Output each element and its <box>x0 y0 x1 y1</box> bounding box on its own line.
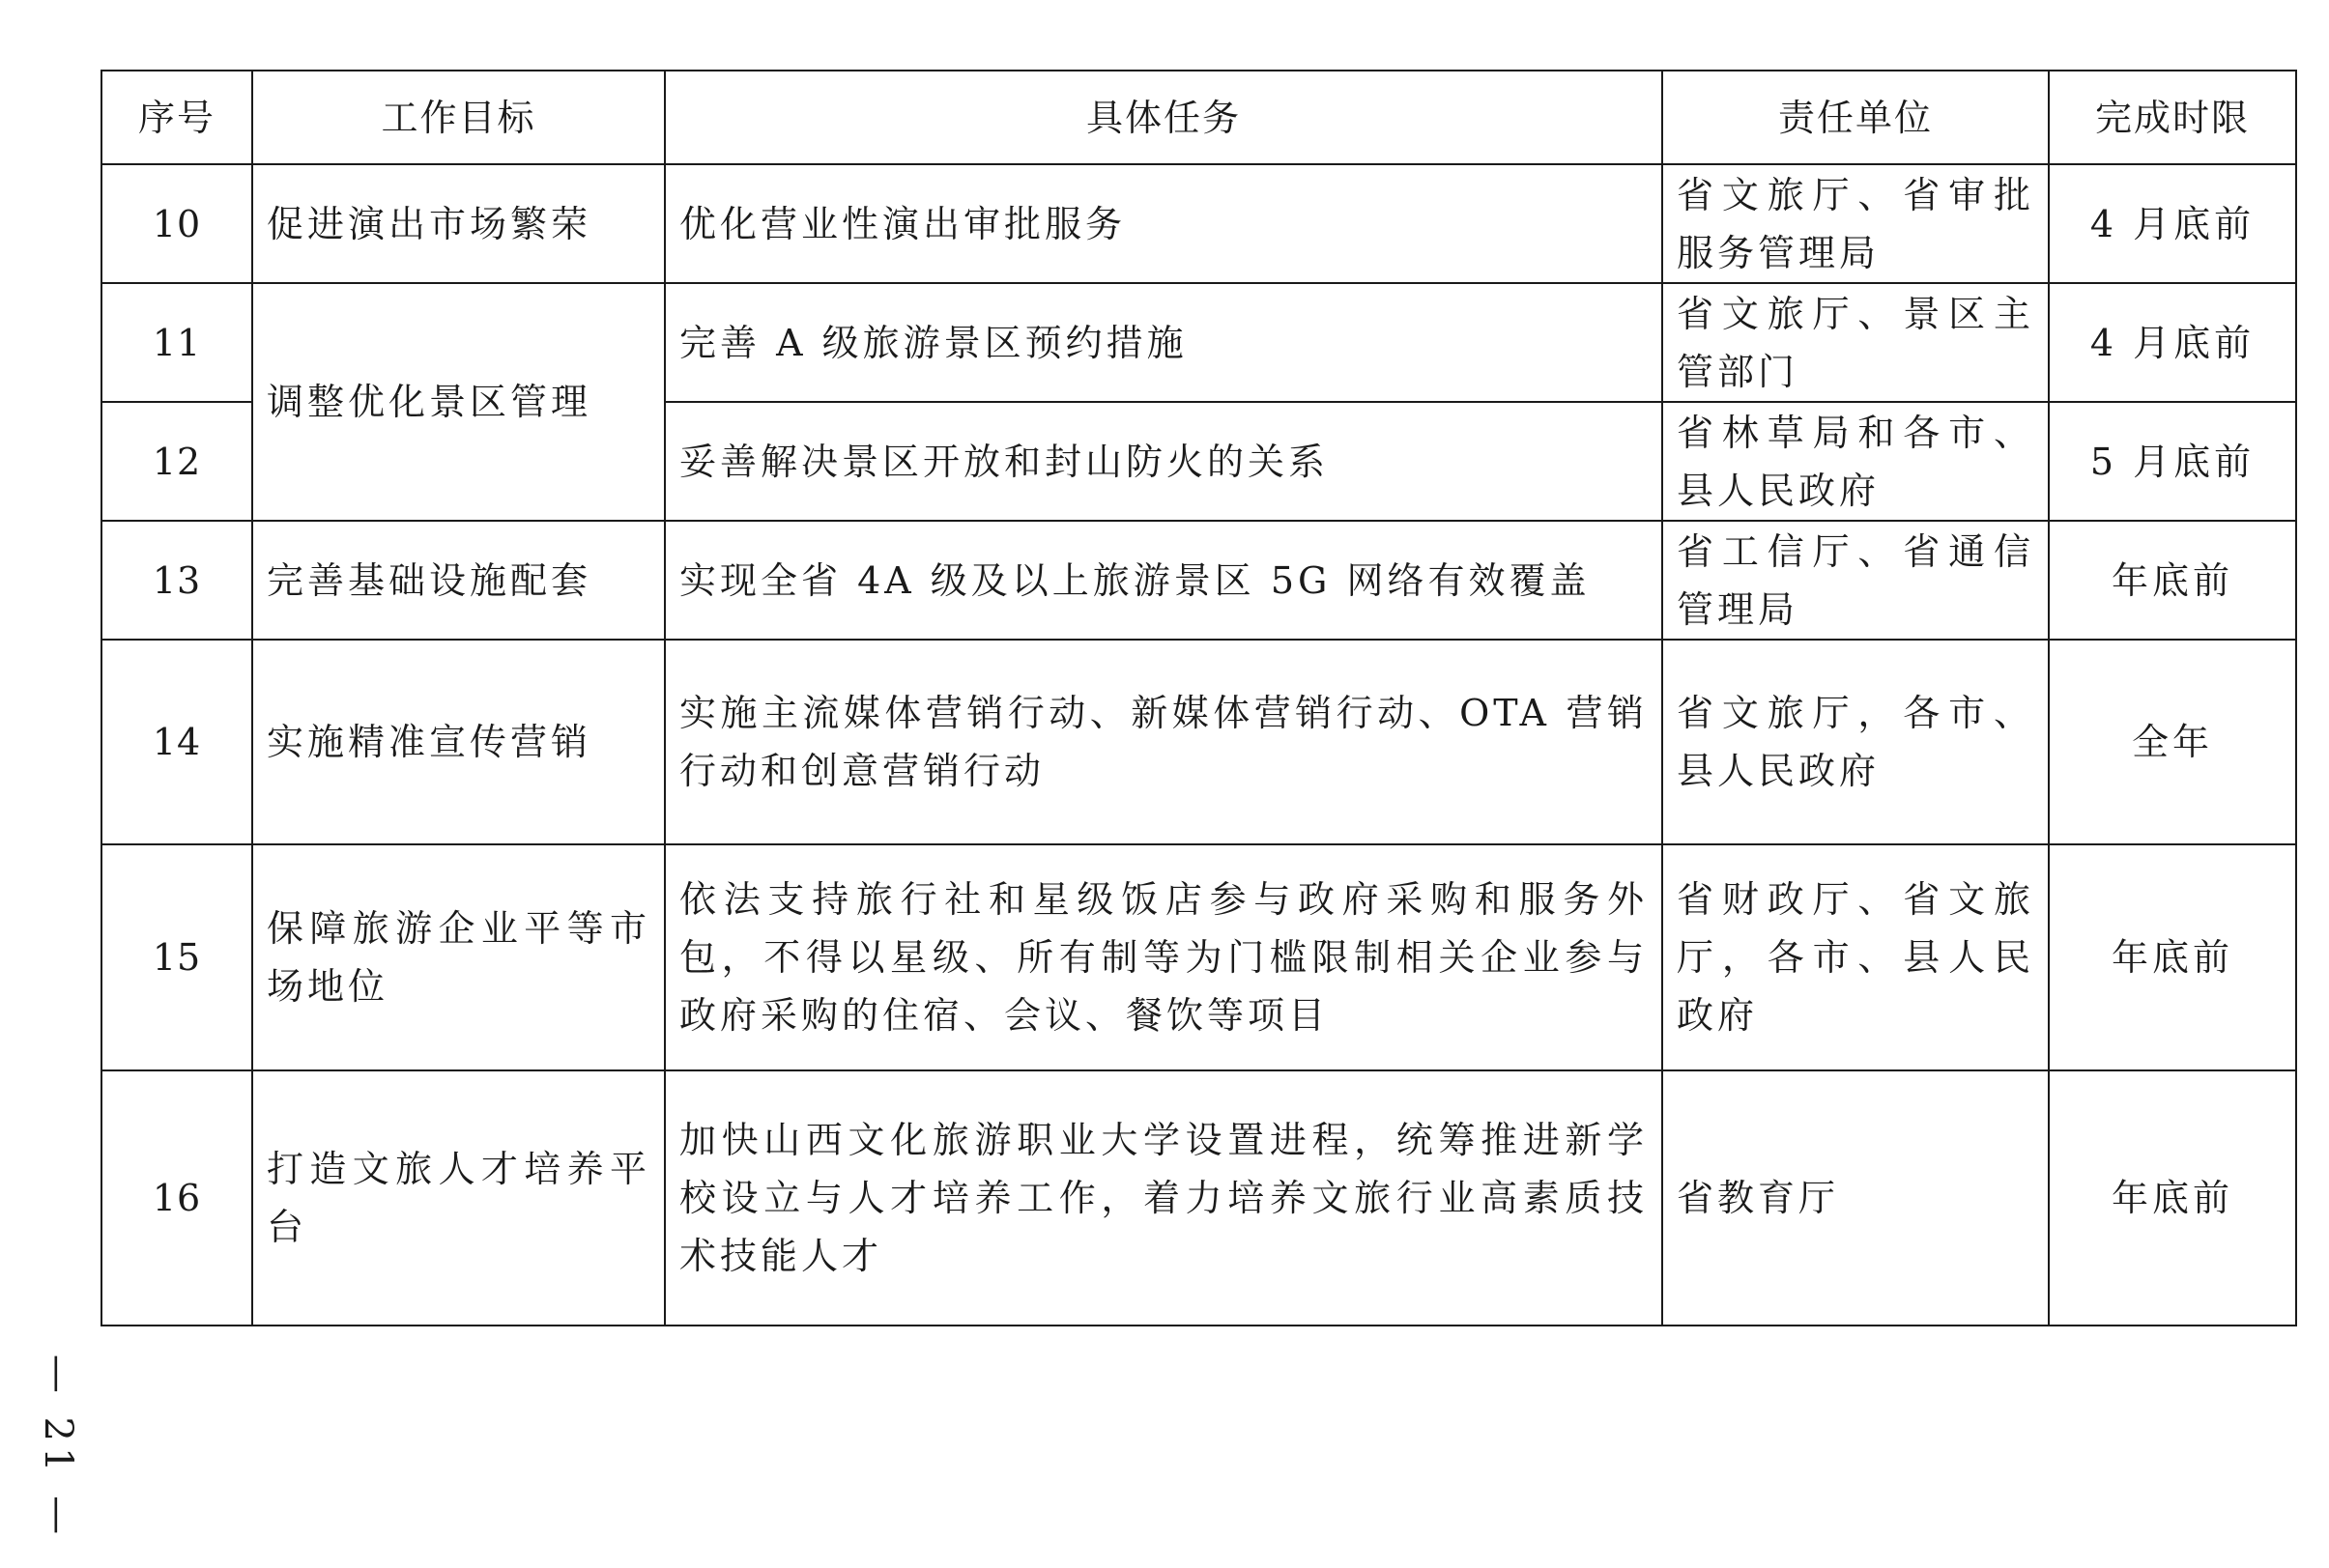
row-unit: 省文旅厅，各市、县人民政府 <box>1662 640 2049 844</box>
task-table-container <box>101 70 2295 1326</box>
row-deadline: 年底前 <box>2049 844 2296 1070</box>
row-unit: 省林草局和各市、县人民政府 <box>1662 402 2049 521</box>
row-num: 10 <box>101 164 252 283</box>
row-num: 16 <box>101 1070 252 1326</box>
table-row <box>101 844 2296 1070</box>
row-task: 完善 A 级旅游景区预约措施 <box>665 283 1662 402</box>
header-task: 具体任务 <box>665 71 1662 164</box>
row-unit: 省文旅厅、省审批服务管理局 <box>1662 164 2049 283</box>
row-unit: 省工信厅、省通信管理局 <box>1662 521 2049 640</box>
row-task: 实现全省 4A 级及以上旅游景区 5G 网络有效覆盖 <box>665 521 1662 640</box>
row-goal: 实施精准宣传营销 <box>252 640 665 844</box>
row-deadline: 全年 <box>2049 640 2296 844</box>
row-task: 依法支持旅行社和星级饭店参与政府采购和服务外包，不得以星级、所有制等为门槛限制相关企业参与政府采购的住宿、会议、餐饮等项目 <box>665 844 1662 1070</box>
row-deadline: 4 月底前 <box>2049 164 2296 283</box>
table-row <box>101 283 2296 402</box>
row-unit: 省教育厅 <box>1662 1070 2049 1326</box>
row-num: 15 <box>101 844 252 1070</box>
table-row <box>101 521 2296 640</box>
row-deadline: 年底前 <box>2049 1070 2296 1326</box>
table-row <box>101 1070 2296 1326</box>
row-task: 实施主流媒体营销行动、新媒体营销行动、OTA 营销行动和创意营销行动 <box>665 640 1662 844</box>
header-num: 序号 <box>101 71 252 164</box>
row-num: 14 <box>101 640 252 844</box>
row-task: 优化营业性演出审批服务 <box>665 164 1662 283</box>
header-unit: 责任单位 <box>1662 71 2049 164</box>
row-num: 11 <box>101 283 252 402</box>
row-goal: 完善基础设施配套 <box>252 521 665 640</box>
row-num: 12 <box>101 402 252 521</box>
row-unit: 省文旅厅、景区主管部门 <box>1662 283 2049 402</box>
task-table <box>101 70 2297 1326</box>
row-deadline: 4 月底前 <box>2049 283 2296 402</box>
page-number: — 21 — <box>36 1354 80 1541</box>
row-deadline: 5 月底前 <box>2049 402 2296 521</box>
row-goal: 促进演出市场繁荣 <box>252 164 665 283</box>
row-goal: 保障旅游企业平等市场地位 <box>252 844 665 1070</box>
table-row <box>101 164 2296 283</box>
row-num: 13 <box>101 521 252 640</box>
row-task: 加快山西文化旅游职业大学设置进程，统筹推进新学校设立与人才培养工作，着力培养文旅行业高素质技术技能人才 <box>665 1070 1662 1326</box>
table-header-row <box>101 71 2296 164</box>
row-deadline: 年底前 <box>2049 521 2296 640</box>
row-goal: 打造文旅人才培养平台 <box>252 1070 665 1326</box>
page-number-container <box>19 1351 97 1544</box>
row-unit: 省财政厅、省文旅厅，各市、县人民政府 <box>1662 844 2049 1070</box>
row-goal: 调整优化景区管理 <box>252 283 665 521</box>
row-task: 妥善解决景区开放和封山防火的关系 <box>665 402 1662 521</box>
table-row <box>101 640 2296 844</box>
header-goal: 工作目标 <box>252 71 665 164</box>
header-deadline: 完成时限 <box>2049 71 2296 164</box>
